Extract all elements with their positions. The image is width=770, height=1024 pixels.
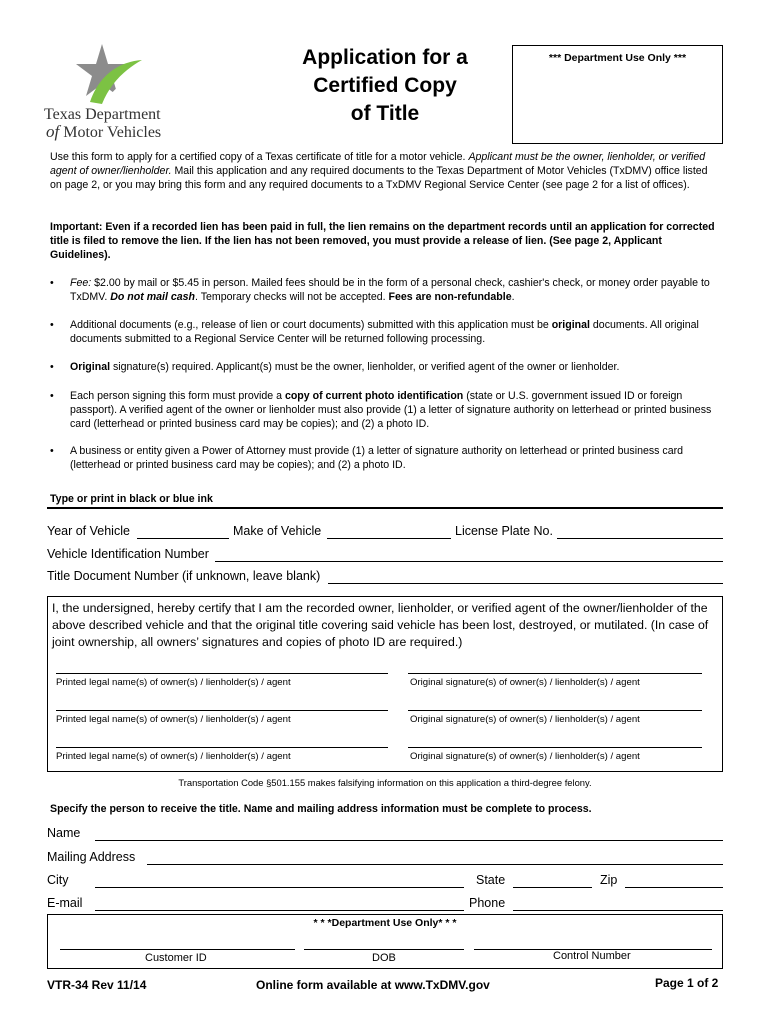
customer-id-line	[60, 949, 295, 950]
fee-end: .	[511, 291, 515, 303]
make-field[interactable]	[327, 538, 451, 539]
name-label: Name	[47, 826, 81, 840]
department-use-bottom-label: * * *Department Use Only* * *	[313, 917, 457, 929]
bullet-dot: •	[50, 390, 54, 402]
form-id: VTR-34 Rev 11/14	[47, 978, 147, 992]
texas-star-logo-icon	[76, 44, 146, 106]
signature-text: signature(s) required. Applicant(s) must be the owner, lienholder, or verified agent of the owner or lienholder.	[112, 361, 620, 373]
phone-field[interactable]	[513, 910, 723, 911]
felony-warning: Transportation Code §501.155 makes falsifying information on this application a third-degree felony.	[178, 777, 592, 788]
certification-text: I, the undersigned, hereby certify that I am the recorded owner, lienholder, or verified agent of the owner/lienholder of the above described vehicle and that the original title covering said vehicle has been lost, destroyed, or mutilated. (In case of joint ownership, all owners’ signatures and copies of photo ID are required.)	[52, 601, 709, 649]
department-use-box	[512, 45, 723, 144]
printed-name-caption: Printed legal name(s) of owner(s) / lienholder(s) / agent	[56, 677, 291, 688]
vin-field[interactable]	[215, 561, 723, 562]
plate-label: License Plate No.	[455, 524, 553, 538]
city-label: City	[47, 873, 69, 887]
bullet-dot: •	[50, 319, 54, 331]
printed-name-line-1[interactable]	[56, 673, 388, 674]
printed-name-line-2[interactable]	[56, 710, 388, 711]
bullet-power-of-attorney	[50, 444, 720, 472]
signature-caption: Original signature(s) of owner(s) / lienholder(s) / agent	[410, 751, 640, 762]
department-use-label: *** Department Use Only ***	[548, 52, 687, 64]
title-doc-label: Title Document Number (if unknown, leave blank)	[47, 569, 321, 583]
bullet-signature	[50, 360, 720, 374]
bullet-dot: •	[50, 277, 54, 289]
address-field[interactable]	[147, 864, 723, 865]
intro-instructions: Mail this application and any required documents to the Texas Department of Motor Vehicles (TxDMV) office listed on page 2, or you may bring this form and any required documents to a TxDMV Regional Service Center (see page 2 for a list of offices).	[50, 165, 708, 191]
state-label: State	[476, 873, 506, 887]
zip-field[interactable]	[625, 887, 723, 888]
control-number-caption: Control Number	[553, 950, 631, 962]
customer-id-caption: Customer ID	[145, 952, 207, 964]
signature-line-2[interactable]	[408, 710, 702, 711]
txdmv-logo	[44, 44, 184, 140]
logo-motor-vehicles: Motor Vehicles	[63, 124, 162, 141]
logo-line-2	[46, 123, 161, 142]
intro-paragraph	[50, 150, 722, 192]
name-field[interactable]	[95, 840, 723, 841]
title-line-2: Certified Copy	[313, 74, 457, 97]
make-label: Make of Vehicle	[233, 524, 322, 538]
vin-label: Vehicle Identification Number	[47, 547, 209, 561]
documents-rest: documents. All original documents submitted to a Regional Service Center will be returned following processing.	[70, 319, 699, 345]
zip-label: Zip	[600, 873, 618, 887]
documents-original: original	[551, 319, 590, 331]
section-divider	[47, 507, 723, 509]
signature-original: Original	[70, 361, 111, 373]
signature-caption: Original signature(s) of owner(s) / lienholder(s) / agent	[410, 677, 640, 688]
recipient-heading: Specify the person to receive the title. Name and mailing address information must be complete to process.	[50, 803, 592, 815]
printed-name-caption: Printed legal name(s) of owner(s) / lienholder(s) / agent	[56, 714, 291, 725]
intro-eligibility: Applicant must be the owner, lienholder, or verified agent of owner/lienholder.	[50, 151, 706, 177]
plate-field[interactable]	[557, 538, 723, 539]
fee-temp-checks: . Temporary checks will not be accepted.	[195, 291, 386, 303]
intro-text: Use this form to apply for a certified copy of a Texas certificate of title for a motor vehicle.	[50, 151, 466, 163]
title-doc-field[interactable]	[328, 583, 723, 584]
logo-line-1: Texas Department	[44, 106, 161, 123]
dob-caption: DOB	[372, 952, 396, 964]
photo-id-bold: copy of current photo identification	[284, 390, 464, 402]
signature-line-1[interactable]	[408, 673, 702, 674]
form-title	[280, 44, 490, 128]
page-number: Page 1 of 2	[655, 976, 719, 990]
bullet-photo-id	[50, 389, 720, 431]
address-label: Mailing Address	[47, 850, 136, 864]
signature-caption: Original signature(s) of owner(s) / lienholder(s) / agent	[410, 714, 640, 725]
state-field[interactable]	[513, 887, 592, 888]
printed-name-line-3[interactable]	[56, 747, 388, 748]
documents-text: Additional documents (e.g., release of lien or court documents) submitted with this application must be	[70, 319, 549, 331]
bullet-dot: •	[50, 445, 54, 457]
bullet-dot: •	[50, 361, 54, 373]
fee-label: Fee:	[70, 277, 92, 289]
fee-no-cash: Do not mail cash	[110, 291, 195, 303]
email-label: E-mail	[47, 896, 83, 910]
important-notice: Important: Even if a recorded lien has been paid in full, the lien remains on the department records until an application for corrected title is filed to remove the lien. If the lien has not been removed, you must provide a release of lien. (See page 2, Applicant Guidelines).	[50, 221, 715, 261]
title-line-1: Application for a	[302, 46, 468, 69]
year-label: Year of Vehicle	[47, 524, 130, 538]
fee-non-refundable: Fees are non-refundable	[388, 291, 512, 303]
phone-label: Phone	[469, 896, 506, 910]
photo-id-rest: (state or U.S. government issued ID or foreign passport). A verified agent of the owner or lienholder must also provide (1) a letter of signature authority on letterhead or printed business card (letterhead or printed business card may be copies); and (2) a photo ID.	[70, 390, 712, 430]
photo-id-text: Each person signing this form must provide a	[70, 390, 282, 402]
title-line-3: of Title	[350, 102, 420, 125]
year-field[interactable]	[137, 538, 229, 539]
city-field[interactable]	[95, 887, 464, 888]
bullet-fee	[50, 276, 720, 304]
logo-of: of	[46, 122, 60, 141]
bullet-documents	[50, 318, 720, 346]
dob-line	[304, 949, 464, 950]
ink-instruction: Type or print in black or blue ink	[50, 493, 213, 505]
online-form-note: Online form available at www.TxDMV.gov	[256, 978, 490, 992]
printed-name-caption: Printed legal name(s) of owner(s) / lienholder(s) / agent	[56, 751, 291, 762]
email-field[interactable]	[95, 910, 464, 911]
poa-text: A business or entity given a Power of Attorney must provide (1) a letter of signature authority on letterhead or printed business card (letterhead or printed business card may be copies); and (2) a photo ID.	[70, 445, 684, 471]
fee-text: $2.00 by mail or $5.45 in person. Mailed fees should be in the form of a personal check, cashier's check, or money order payable to TxDMV.	[70, 277, 710, 303]
signature-line-3[interactable]	[408, 747, 702, 748]
